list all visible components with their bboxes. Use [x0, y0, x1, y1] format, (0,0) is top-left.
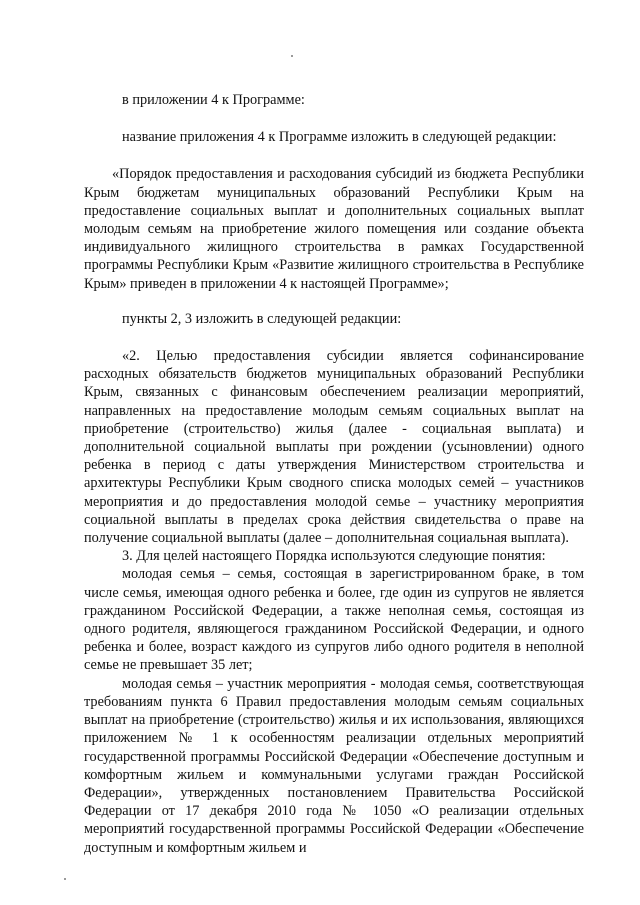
paragraph-appendix-intro: в приложении 4 к Программе: — [122, 92, 305, 108]
paragraph-item-2: «2. Целью предоставления субсидии является софинансирование расходных обязательств бюджетов муниципальных образований Республики Крым, связанных с финансовым обеспечением реализации мероприятий, направленных на предоставление молодым семьям социальных выплат на приобретение (строительство) жилья (далее - социальная выплата) и дополнительной социальной выплаты при рождении (усыновлении) одного ребенка в период с даты утверждения Министерством строительства и архитектуры Республики Крым сводного списка молодых семей – участников мероприятия и до предоставления молодой семье – участнику мероприятия социальной выплаты в пределах срока действия свидетельства о праве на получение социальной выплаты (далее – дополнительная социальная выплата). — [84, 348, 584, 547]
paragraph-participant-definition: молодая семья – участник мероприятия - молодая семья, соответствующая требованиям пункта 6 Правил предоставления молодым семьям социальных выплат на приобретение (строительство) жилья и их использования, являющихся приложением № 1 к особенностям реализации отдельных мероприятий государственной программы Российской Федерации «Обеспечение доступным и комфортным жильем и коммунальными услугами граждан Российской Федерации», утвержденных постановлением Правительства Российской Федерации от 17 декабря 2010 года № 1050 «О реализации отдельных мероприятий государственной программы Российской Федерации «Обеспечение доступным и комфортным жильем и — [84, 675, 584, 856]
paragraph-items-instruction: пункты 2, 3 изложить в следующей редакции: — [122, 310, 402, 327]
document-body — [84, 91, 584, 857]
scan-dot — [291, 55, 293, 57]
paragraph-appendix-title: «Порядок предоставления и расходования субсидий из бюджета Республики Крым бюджетам муниципальных образований Республики Крым на предоставление социальных выплат и дополнительных социальных выплат молодым семьям на приобретение жилого помещения или создание объекта индивидуального жилищного строительства в рамках Государственной программы Республики Крым «Развитие жилищного строительства в Республике Крым» приведен в приложении 4 к настоящей Программе»; — [84, 166, 584, 292]
paragraph-title-instruction: название приложения 4 к Программе изложить в следующей редакции: — [122, 129, 557, 146]
paragraph-item-3: 3. Для целей настоящего Порядка используются следующие понятия: — [122, 548, 546, 565]
scan-dot — [64, 878, 66, 880]
paragraph-young-family-definition: молодая семья – семья, состоящая в зарегистрированном браке, в том числе семья, имеющая одного ребенка и более, где один из супругов не является гражданином Российской Федерации, а также неполная семья, состоящая из одного родителя, являющегося гражданином Российской Федерации, и одного ребенка и более, возраст каждого из супругов либо одного родителя в неполной семье не превышает 35 лет; — [84, 566, 584, 674]
